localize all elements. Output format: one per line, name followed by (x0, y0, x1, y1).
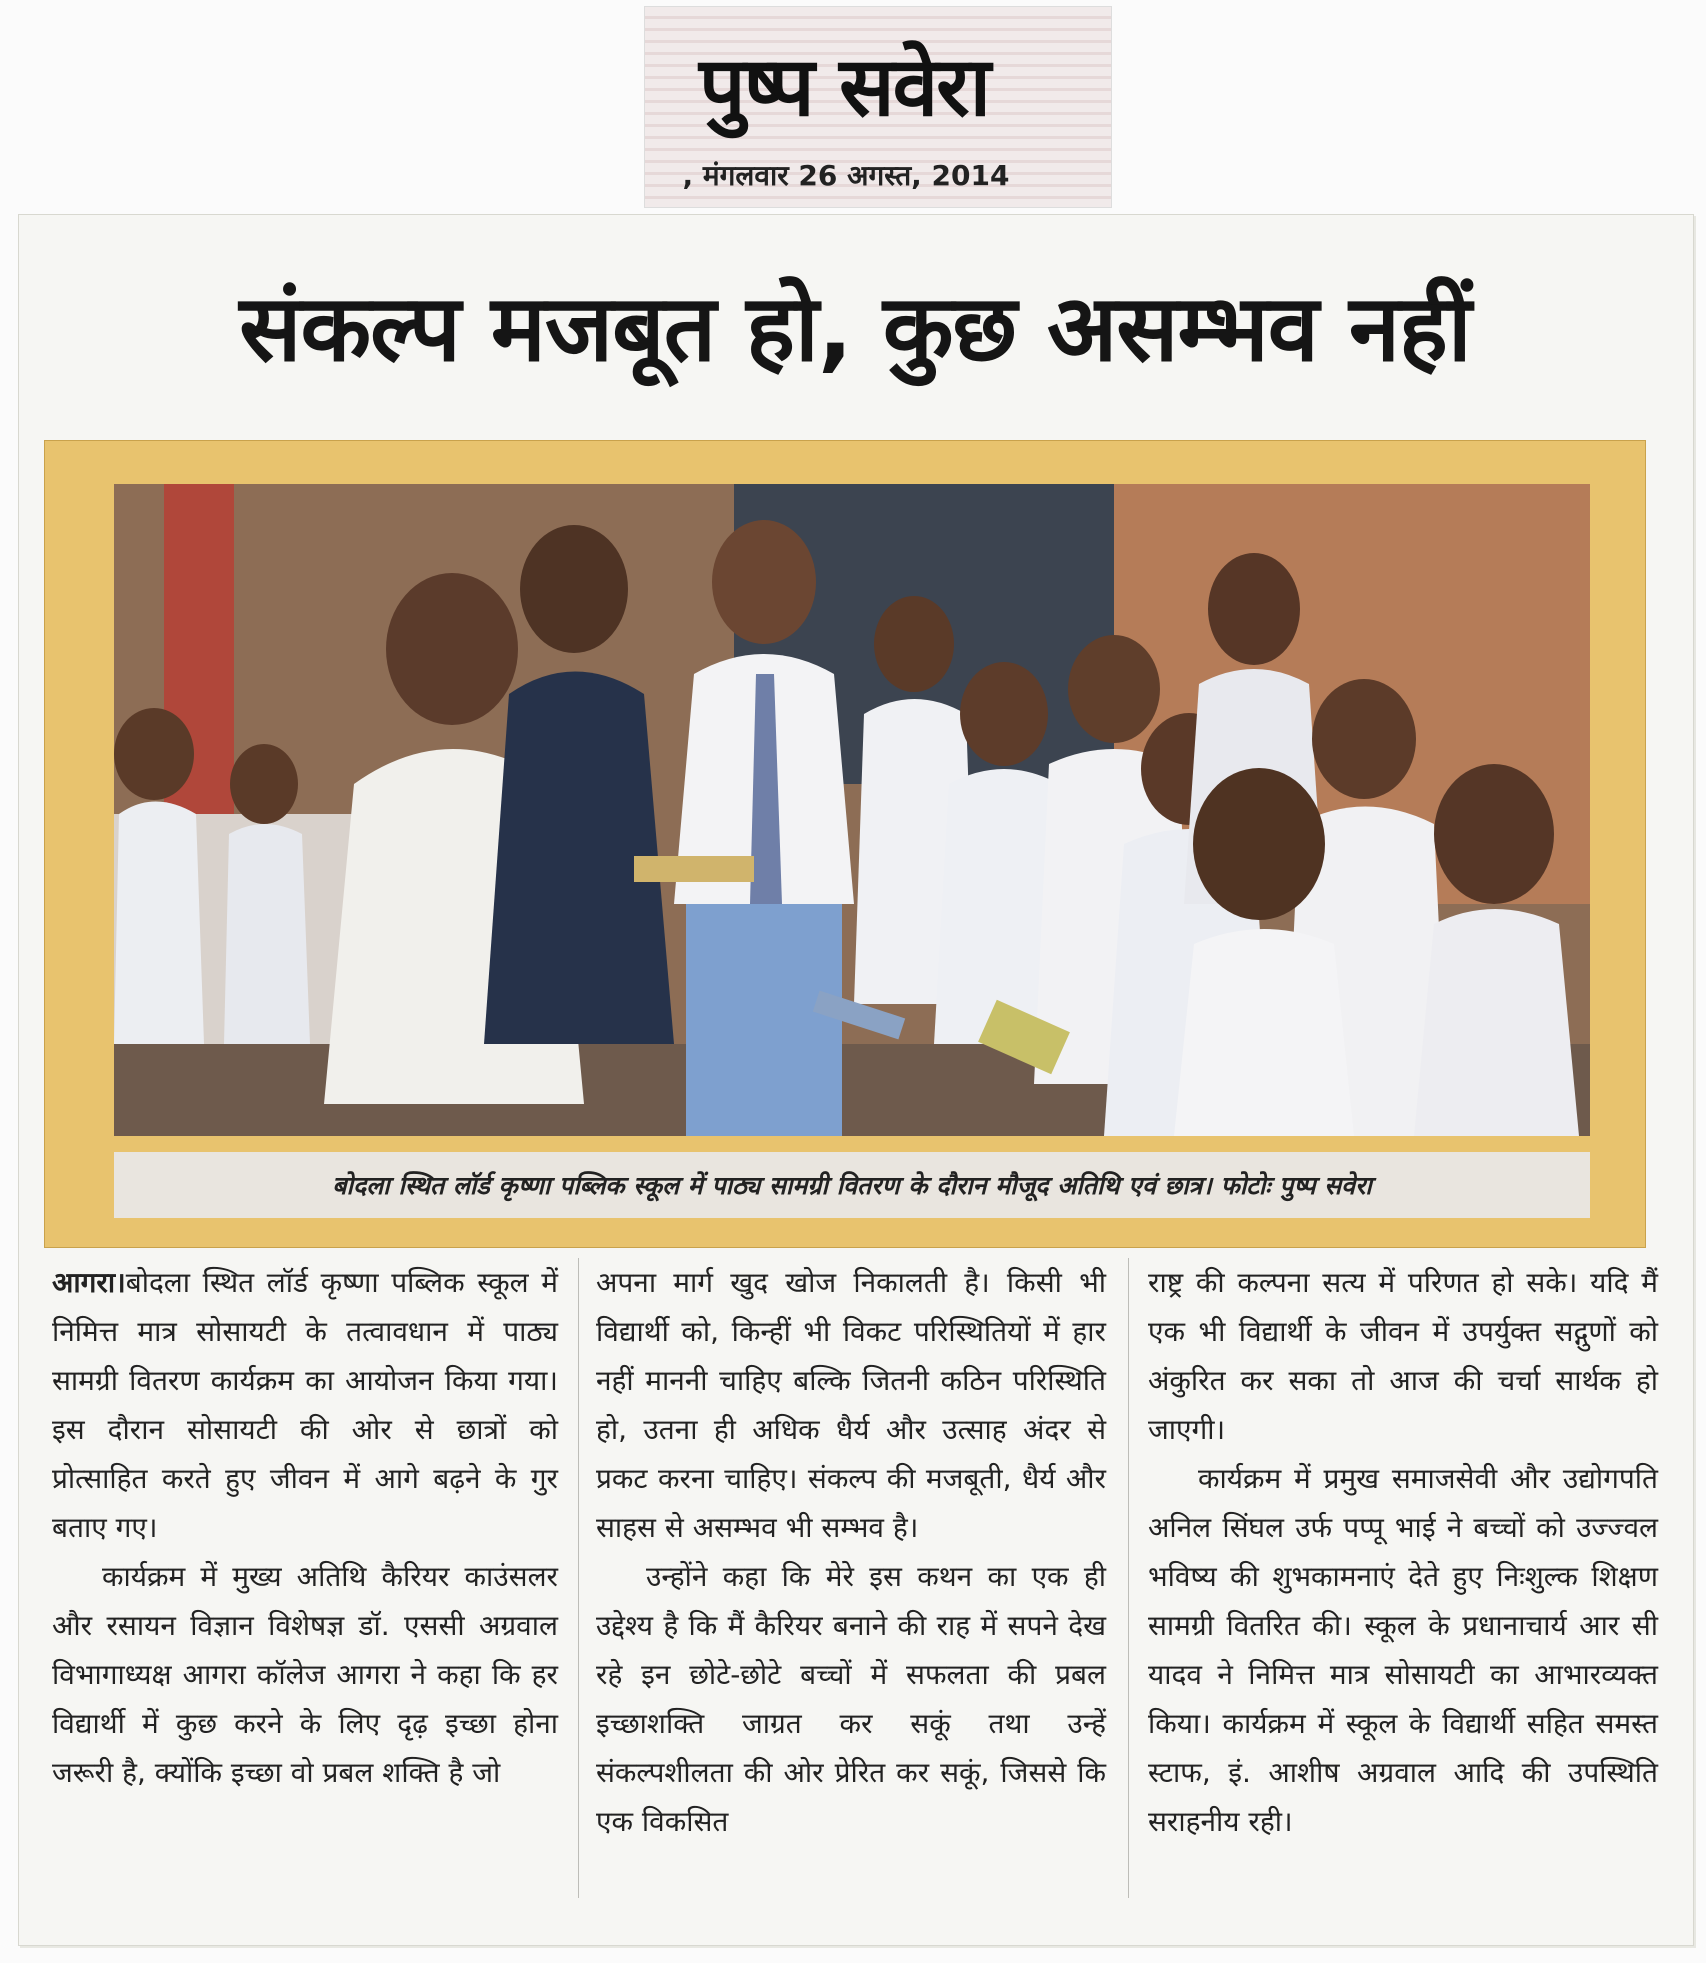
column-1-paragraph-1-text: बोदला स्थित लॉर्ड कृष्णा पब्लिक स्कूल में निमित्त मात्र सोसायटी के तत्वावधान में पाठ्य सामग्री वितरण कार्यक्रम का आयोजन किया गया। इस दौरान सोसायटी की ओर से छात्रों को प्रोत्साहित करते हुए जीवन में आगे बढ़ने के गुर बताए गए। (52, 1266, 558, 1544)
student-face (712, 520, 816, 644)
books (634, 856, 754, 882)
man-face (520, 525, 628, 653)
masthead-date: , मंगलवार 26 अगस्त, 2014 (682, 159, 1010, 192)
column-1-paragraph-2: कार्यक्रम में मुख्य अतिथि कैरियर काउंसलर और रसायन विज्ञान विशेषज्ञ डॉ. एससी अग्रवाल विभागाध्यक्ष आगरा कॉलेज आगरा ने कहा कि हर विद्यार्थी में कुछ करने के लिए दृढ़ इच्छा होना जरूरी है, क्योंकि इच्छा वो प्रबल शक्ति है जो (52, 1560, 558, 1789)
column-3-paragraph-2: कार्यक्रम में प्रमुख समाजसेवी और उद्योगपति अनिल सिंघल उर्फ पप्पू भाई ने बच्चों को उज्ज्वल भविष्य की शुभकामनाएं देते हुए निःशुल्क शिक्षण सामग्री वितरित की। स्कूल के प्रधानाचार्य आर सी यादव ने निमित्त मात्र सोसायटी का आभारव्यक्त किया। कार्यक्रम में स्कूल के विद्यार्थी सहित समस्त स्टाफ, इं. आशीष अग्रवाल आदि की उपस्थिति सराहनीय रही। (1148, 1462, 1658, 1838)
student-blue-trousers (686, 904, 842, 1136)
masthead-title: पुष्प सवेरा (699, 40, 989, 135)
article-headline: संकल्प मजबूत हो, कुछ असम्भव नहीं (239, 275, 1471, 382)
photo-illustration (114, 484, 1590, 1136)
article-photo (114, 484, 1590, 1136)
column-divider-1 (578, 1258, 579, 1898)
dateline: आगरा। (52, 1266, 126, 1299)
column-divider-2 (1128, 1258, 1129, 1898)
column-2-paragraph-1: अपना मार्ग खुद खोज निकालती है। किसी भी विद्यार्थी को, किन्हीं भी विकट परिस्थितियों में हार नहीं माननी चाहिए बल्कि जितनी कठिन परिस्थिति हो, उतना ही अधिक धैर्य और उत्साह अंदर से प्रकट करना चाहिए। संकल्प की मजबूती, धैर्य और साहस से असम्भव भी सम्भव है। (596, 1266, 1106, 1544)
article-column-1 (52, 1258, 558, 1908)
article-column-2 (596, 1258, 1106, 1908)
article-column-3 (1148, 1258, 1658, 1908)
column-3-paragraph-1: राष्ट्र की कल्पना सत्य में परिणत हो सके। यदि मैं एक भी विद्यार्थी के जीवन में उपर्युक्त सद्गुणों को अंकुरित कर सका तो आज की चर्चा सार्थक हो जाएगी। (1148, 1266, 1658, 1446)
column-1-paragraph-1 (52, 1258, 558, 1552)
photo-caption: बोदला स्थित लॉर्ड कृष्णा पब्लिक स्कूल में पाठ्य सामग्री वितरण के दौरान मौजूद अतिथि एवं छात्र। फोटोः पुष्प सवेरा (114, 1152, 1590, 1218)
column-2-paragraph-2: उन्होंने कहा कि मेरे इस कथन का एक ही उद्देश्य है कि मैं कैरियर बनाने की राह में सपने देख रहे इन छोटे-छोटे बच्चों में सफलता की प्रबल इच्छाशक्ति जाग्रत कर सकूं तथा उन्हें संकल्पशीलता की ओर प्रेरित कर सकूं, जिससे कि एक विकसित (596, 1560, 1106, 1838)
guest-face (386, 573, 518, 725)
